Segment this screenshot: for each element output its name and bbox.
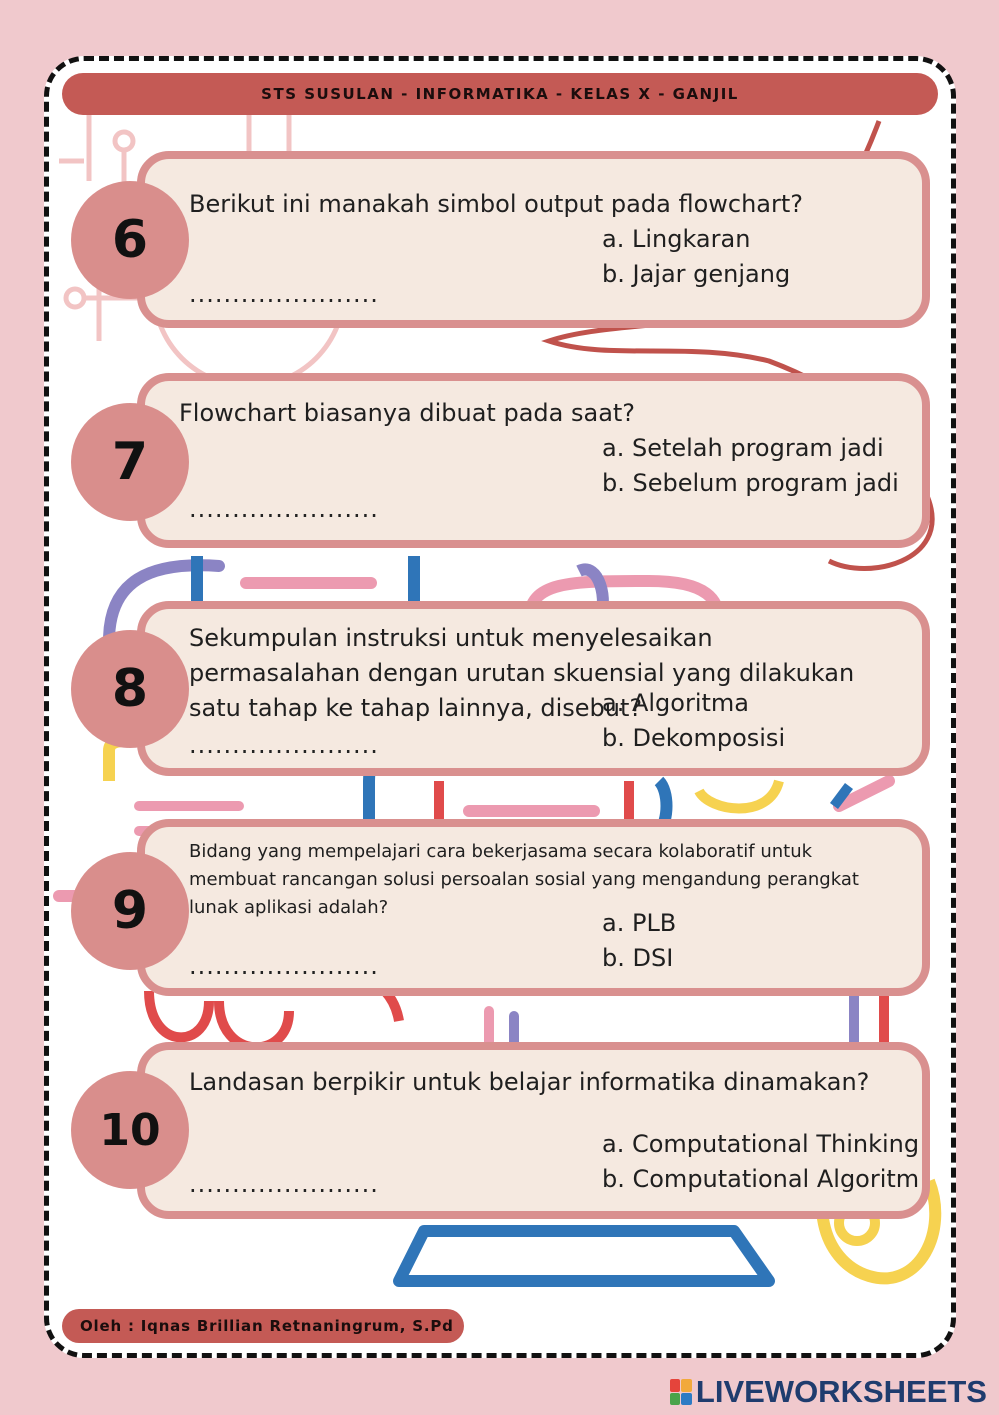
option-a-7[interactable]: a. Setelah program jadi [602,434,884,462]
option-b-9[interactable]: b. DSI [602,944,674,972]
question-text-9: Bidang yang mempelajari cara bekerjasama secara kolaboratif untuk membuat rancangan solusi persoalan sosial yang mengandung perangkat lunak aplikasi adalah? [189,841,859,918]
option-b-7[interactable]: b. Sebelum program jadi [602,469,899,497]
question-number-10: 10 [71,1071,189,1189]
question-number-8: 8 [71,630,189,748]
question-text-10: Landasan berpikir untuk belajar informatika dinamakan? [189,1068,870,1096]
liveworksheets-logo-icon [670,1379,692,1405]
answer-blank-9[interactable]: ...................... [189,952,379,980]
question-text-7: Flowchart biasanya dibuat pada saat? [179,399,636,427]
question-number-9: 9 [71,852,189,970]
option-b-10[interactable]: b. Computational Algoritm [602,1165,920,1193]
option-a-8[interactable]: a. Algoritma [602,689,749,717]
author-credit: Oleh : Iqnas Brillian Retnaningrum, S.Pd [62,1309,464,1343]
answer-blank-7[interactable]: ...................... [189,495,379,523]
option-a-10[interactable]: a. Computational Thinking [602,1130,920,1158]
question-text-6: Berikut ini manakah simbol output pada flowchart? [189,190,804,218]
header-title: STS SUSULAN - INFORMATIKA - KELAS X - GANJIL [62,73,938,115]
answer-blank-8[interactable]: ...................... [189,731,379,759]
brand-name: LIVEWORKSHEETS [695,1374,987,1409]
liveworksheets-brand[interactable] [670,1374,987,1410]
answer-blank-6[interactable]: ...................... [189,280,379,308]
option-b-6[interactable]: b. Jajar genjang [602,260,791,288]
option-a-9[interactable]: a. PLB [602,909,677,937]
question-text-8: Sekumpulan instruksi untuk menyelesaikan permasalahan dengan urutan skuensial yang dilakukan satu tahap ke tahap lainnya, disebut? [189,624,855,722]
option-b-8[interactable]: b. Dekomposisi [602,724,786,752]
question-number-7: 7 [71,403,189,521]
question-number-6: 6 [71,181,189,299]
option-a-6[interactable]: a. Lingkaran [602,225,751,253]
answer-blank-10[interactable]: ...................... [189,1170,379,1198]
